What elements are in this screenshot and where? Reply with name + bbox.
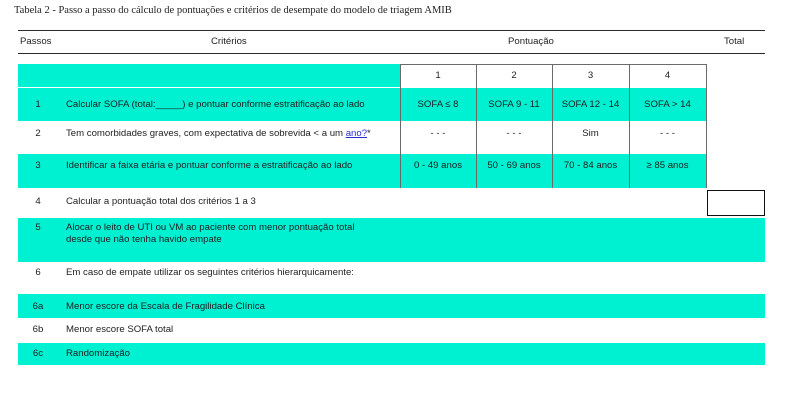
step-number: 5 [35,222,41,233]
step-number: 4 [35,196,41,207]
criterion-text: Alocar o leito de UTI ou VM ao paciente com menor pontuação total [66,222,355,233]
score-col-sep-4 [706,64,707,188]
rule-top [18,30,765,31]
score-level-3: 3 [587,70,594,81]
step-number: 6c [32,348,44,359]
criterion-text: Menor escore SOFA total [66,324,174,335]
header-criterios: Critérios [211,36,247,47]
criterion-text: Calcular SOFA (total:_____) e pontuar conforme estratificação ao lado [66,99,365,110]
row-6c-bg [18,343,765,365]
score-cell: 0 - 49 anos [413,160,462,171]
score-cell: - - - [430,128,446,139]
score-level-2: 2 [511,70,517,81]
criterion-text: Randomização [66,348,130,359]
score-cell: SOFA 12 - 14 [561,99,620,110]
step-number: 2 [35,128,41,139]
score-level-1: 1 [435,70,441,81]
header-passos: Passos [20,36,52,47]
score-cell: Sim [582,128,599,139]
step-number: 6a [32,301,44,312]
table-caption: Tabela 2 - Passo a passo do cálculo de pontuações e critérios de desempate do modelo de triagem AMIB [14,5,452,16]
score-cell: SOFA > 14 [644,99,691,110]
score-cell: ≥ 85 anos [646,160,689,171]
score-level-4: 4 [664,70,671,81]
criterion-link[interactable]: ano? [345,128,368,139]
step-number: 3 [35,160,41,171]
score-cell: SOFA 9 - 11 [488,99,540,110]
footnote-mark: * [367,128,371,139]
criterion-text: Menor escore da Escala de Fragilidade Clínica [66,301,265,312]
rule-levels-top [400,64,707,65]
score-cell: 70 - 84 anos [563,160,618,171]
total-score-cell[interactable] [707,190,765,216]
criterion-text: Calcular a pontuação total dos critérios 1 a 3 [66,196,256,207]
criterion-text: Em caso de empate utilizar os seguintes critérios hierarquicamente: [66,267,354,278]
criterion-text-part: Tem comorbidades graves, com expectativa de sobrevida < a um [66,128,346,139]
criterion-text: Identificar a faixa etária e pontuar conforme a estratificação ao lado [66,160,353,171]
step-number: 6b [32,324,44,335]
score-cell: SOFA ≤ 8 [417,99,459,110]
step-number: 1 [35,99,41,110]
rule-header [18,53,765,54]
row-header-levels-bg [18,64,400,87]
step-number: 6 [35,267,41,278]
header-total: Total [724,36,745,47]
score-cell: - - - [660,128,675,139]
score-cell: 50 - 69 anos [487,160,541,171]
score-cell: - - - [506,128,522,139]
header-pontuacao: Pontuação [508,36,554,47]
criterion-text: desde que não tenha havido empate [66,234,222,245]
criterion-text [66,128,371,140]
